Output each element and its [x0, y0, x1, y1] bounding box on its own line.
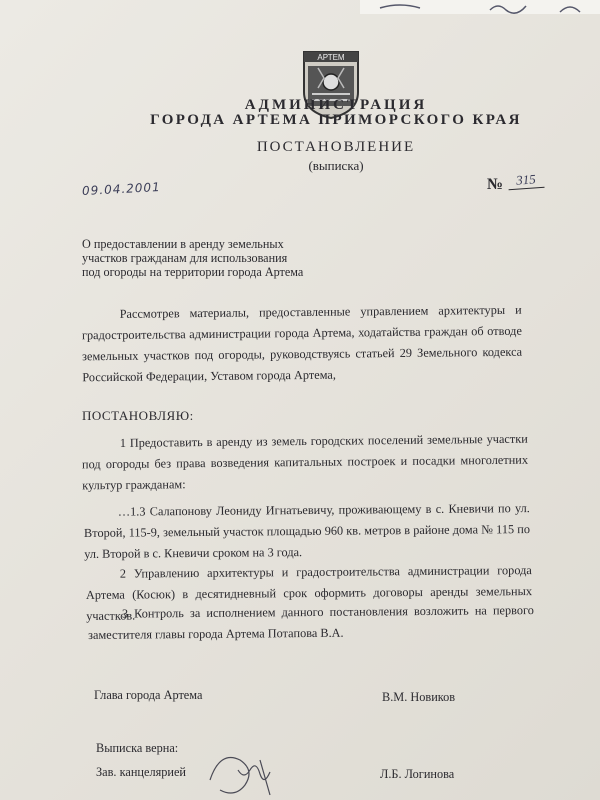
- preamble-paragraph: Рассмотрев материалы, предоставленные управлением архитектуры и градостроительства администрации города Артема, ходатайства граждан об отводе земельных участков под огороды, руководствуясь статьей 29 Земельного кодекса Российской Федерации, Уставом города Артема,: [81, 302, 523, 385]
- subject-line: О предоставлении в аренду земельных: [82, 237, 284, 251]
- handwritten-scribble: [360, 0, 600, 28]
- head-name: В.М. Новиков: [382, 690, 456, 704]
- svg-text:АРТЕМ: АРТЕМ: [317, 53, 345, 62]
- document-number: 315: [507, 171, 544, 190]
- resolve-heading: ПОСТАНОВЛЯЮ:: [82, 408, 194, 423]
- document-date: 09.04.2001: [81, 179, 162, 199]
- document-subject: [82, 237, 342, 279]
- number-sign: №: [487, 176, 504, 193]
- item-3-paragraph: 3 Контроль за исполнением данного постановления возложить на первого заместителя главы города Артема Потапова В.А.: [88, 603, 534, 642]
- subject-line: участков гражданам для использования: [82, 251, 288, 265]
- clerk-name: Л.Б. Логинова: [380, 767, 455, 781]
- head-title: Глава города Артема: [94, 688, 203, 702]
- handwritten-signature: [200, 740, 290, 800]
- item-1-3-paragraph: …1.3 Салапонову Леониду Игнатьевичу, проживающему в с. Кневичи по ул. Второй, 115-9, земельный участок площадью 960 кв. метров в районе дома № 115 по ул. Второй в с. Кневичи сроком на 3 года.: [83, 501, 531, 561]
- item-2-paragraph: 2 Управлению архитектуры и градостроительства администрации города Артема (Косюк) в десятидневный срок оформить договоры аренды земельных участков.: [85, 563, 533, 623]
- office-head-label: Зав. канцелярией: [96, 765, 186, 779]
- item-1-paragraph: 1 Предоставить в аренду из земель городских поселений земельные участки под огороды без права возведения капитальных построек и посадки многолетних культур гражданам:: [81, 431, 529, 493]
- subject-line: под огороды на территории города Артема: [82, 265, 304, 279]
- copy-correct-label: Выписка верна:: [96, 741, 179, 755]
- city-heading: ГОРОДА АРТЕМА ПРИМОРСКОГО КРАЯ: [150, 112, 522, 128]
- document-type-heading: ПОСТАНОВЛЕНИЕ: [256, 139, 416, 155]
- extract-note: (выписка): [308, 158, 364, 173]
- administration-heading: АДМИНИСТРАЦИЯ: [244, 97, 428, 113]
